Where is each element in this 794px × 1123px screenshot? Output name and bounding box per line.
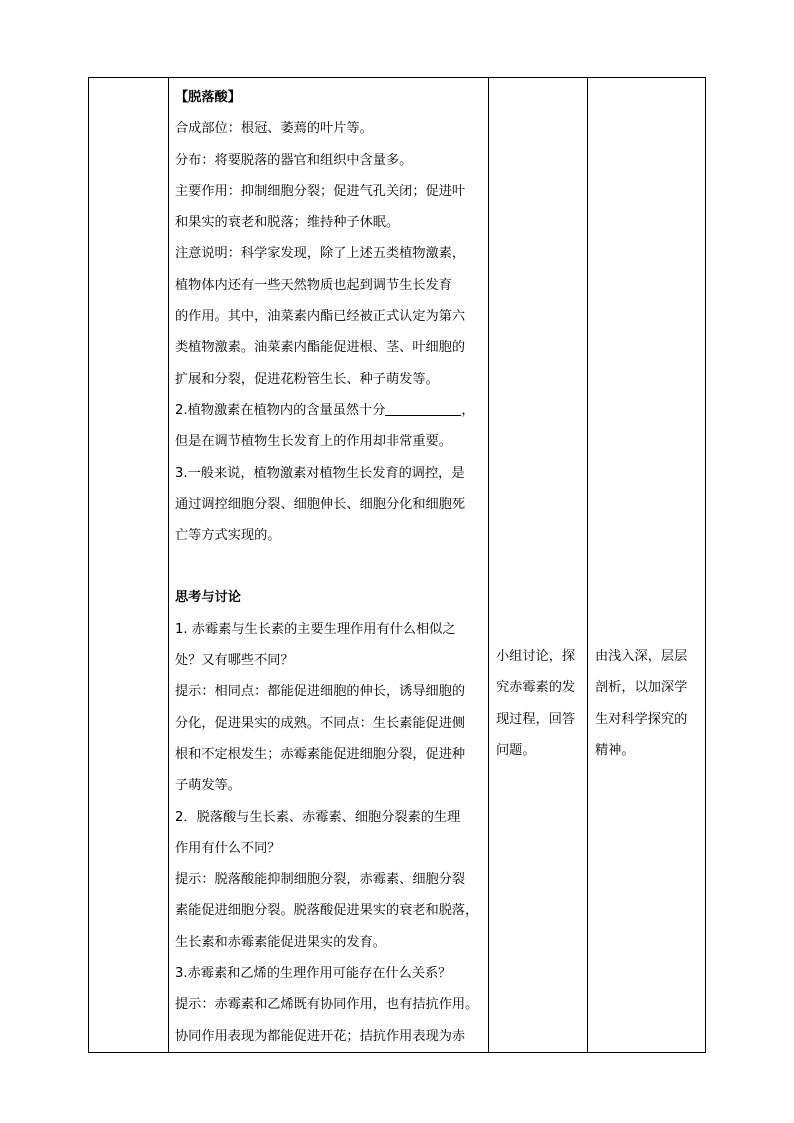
text-line: 提示：脱落酸能抑制细胞分裂，赤霉素、细胞分裂 (175, 872, 466, 888)
design-intent (588, 641, 705, 766)
text-line-with-blank (175, 395, 483, 426)
teaching-content (169, 78, 488, 1052)
text-line: 小组讨论，探 (496, 649, 576, 664)
text-line: 素能促进细胞分裂。脱落酸促进果实的衰老和脱落， (175, 903, 479, 919)
text-line: 究赤霉素的发 (496, 680, 576, 696)
text-line: 1. 赤霉素与生长素的主要生理作用有什么相似之 (175, 621, 456, 637)
text-line: 3.赤霉素和乙烯的生理作用可能存在什么关系？ (175, 966, 452, 982)
text-line: 协同作用表现为都能促进开花；拮抗作用表现为赤 (175, 1028, 466, 1044)
student-activity-cell (489, 78, 588, 1053)
text-line: 作用有什么不同？ (175, 840, 281, 856)
text-line: 合成部位：根冠、萎蔫的叶片等。 (175, 121, 373, 137)
text-line: 的作用。其中，油菜素内酯已经被正式认定为第六 (175, 309, 466, 325)
text-line: 注意说明：科学家发现，除了上述五类植物激素， (175, 246, 466, 262)
text-line: 问题。 (496, 742, 536, 758)
text-fragment: ， (461, 402, 475, 418)
text-line: 由浅入深，层层 (595, 649, 688, 664)
text-line: 主要作用：抑制细胞分裂；促进气孔关闭；促进叶 (175, 183, 466, 199)
text-line: 和果实的衰老和脱落；维持种子休眠。 (175, 215, 400, 231)
section-heading: 【脱落酸】 (175, 90, 241, 105)
lesson-plan-table (88, 77, 706, 1053)
text-line: 剖析，以加深学 (595, 680, 688, 696)
design-intent-cell (588, 78, 706, 1053)
text-line: 子萌发等。 (175, 778, 241, 794)
text-line: 生长素和赤霉素能促进果实的发育。 (175, 934, 386, 950)
text-line: 现过程，回答 (496, 711, 576, 727)
text-fragment: 2.植物激素在植物内的含量虽然十分 (175, 402, 386, 418)
text-line: 3.一般来说，植物激素对植物生长发育的调控，是 (175, 465, 465, 481)
spacer (175, 551, 483, 582)
text-line: 扩展和分裂，促进花粉管生长、种子萌发等。 (175, 371, 439, 387)
text-line: 植物体内还有一些天然物质也起到调节生长发育 (175, 277, 452, 293)
text-line: 生对科学探究的 (595, 711, 688, 727)
text-line: 提示：相同点：都能促进细胞的伸长，诱导细胞的 (175, 684, 466, 700)
text-line: 通过调控细胞分裂、细胞伸长、细胞分化和细胞死 (175, 496, 466, 512)
fill-in-blank (385, 401, 461, 416)
text-line: 分化，促进果实的成熟。不同点：生长素能促进侧 (175, 715, 466, 731)
stage-cell (89, 78, 169, 1053)
text-line: 但是在调节植物生长发育上的作用却非常重要。 (175, 434, 452, 450)
text-line: 2．脱落酸与生长素、赤霉素、细胞分裂素的生理 (175, 809, 461, 825)
text-line: 精神。 (595, 742, 635, 758)
text-line: 根和不定根发生；赤霉素能促进细胞分裂，促进种 (175, 746, 466, 762)
teaching-content-cell (169, 78, 489, 1053)
text-line: 亡等方式实现的。 (175, 528, 281, 544)
text-line: 处？又有哪些不同？ (175, 653, 294, 669)
student-activity (489, 641, 587, 766)
text-line: 类植物激素。油菜素内酯能促进根、茎、叶细胞的 (175, 340, 466, 356)
discussion-heading: 思考与讨论 (175, 590, 241, 606)
text-line: 提示：赤霉素和乙烯既有协同作用，也有拮抗作用。 (175, 997, 479, 1013)
table-row (89, 78, 706, 1053)
text-line: 分布：将要脱落的器官和组织中含量多。 (175, 152, 413, 168)
